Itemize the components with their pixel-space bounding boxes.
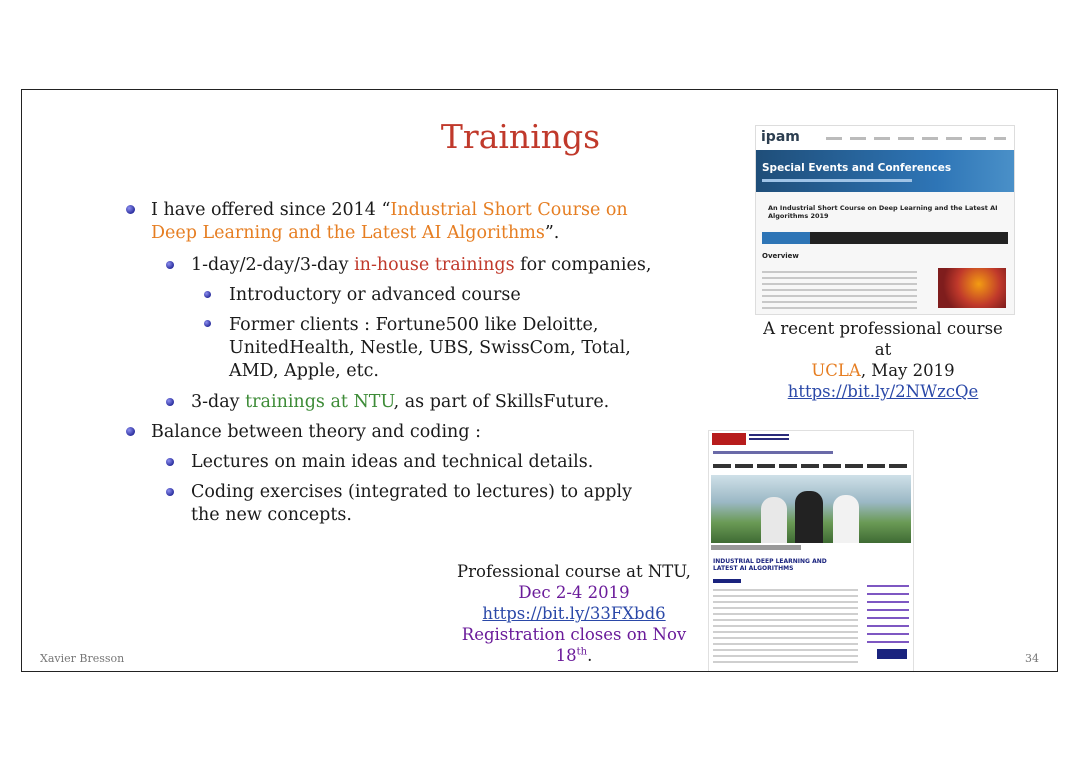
ipam-logo: ipam — [761, 129, 800, 145]
footer-author: Xavier Bresson — [40, 652, 125, 665]
screenshot-banner: Special Events and Conferences — [756, 150, 1014, 192]
screenshot-photo — [711, 475, 911, 543]
ucla-caption: A recent professional course at UCLA, May 2019 https://bit.ly/2NWzcQe — [763, 319, 1003, 401]
ntu-caption: Professional course at NTU, Dec 2-4 2019 https://bit.ly/33FXbd6 Registration closes on Nov 18th. — [457, 562, 691, 665]
page-number: 34 — [1025, 652, 1039, 665]
screenshot-sidebar — [867, 585, 909, 645]
ucla-link[interactable]: https://bit.ly/2NWzcQe — [787, 382, 979, 401]
bullet-dot — [166, 398, 174, 406]
bullet-inhouse: 1-day/2-day/3-day in-house trainings for companies, — [191, 255, 652, 275]
screenshot-heading: An Industrial Short Course on Deep Learning and the Latest AI Algorithms 2019 — [768, 204, 998, 220]
ntu-course-screenshot — [708, 430, 914, 672]
slide — [21, 89, 1058, 672]
bullet-dot — [204, 320, 211, 327]
screenshot-title: INDUSTRIAL DEEP LEARNING AND LATEST AI ALGORITHMS — [713, 558, 827, 572]
bullet-dot — [126, 427, 135, 436]
screenshot-button — [877, 649, 907, 659]
bullet-lectures: Lectures on main ideas and technical details. — [191, 452, 594, 472]
ntu-link[interactable]: https://bit.ly/33FXbd6 — [482, 604, 666, 623]
bullet-dot — [166, 458, 174, 466]
bullet-dot — [204, 291, 211, 298]
screenshot-text-lines — [762, 271, 917, 311]
ntu-logo — [712, 433, 746, 445]
course-name-line1: Industrial Short Course on — [390, 200, 628, 220]
bullet-dot — [166, 488, 174, 496]
ucla-course-screenshot — [755, 125, 1015, 315]
bullet-dot — [126, 205, 135, 214]
bullet-coding-exercises: Coding exercises (integrated to lectures) to apply the new concepts. — [191, 482, 632, 525]
slide-title: Trainings — [440, 117, 601, 156]
screenshot-image — [938, 268, 1006, 308]
bullet-intro-advanced: Introductory or advanced course — [229, 285, 521, 305]
bullet-theory-coding: Balance between theory and coding : — [151, 422, 481, 442]
screenshot-text-lines — [713, 589, 858, 664]
bullet-dot — [166, 261, 174, 269]
bullet-ntu-trainings: 3-day trainings at NTU, as part of SkillsFuture. — [191, 392, 610, 412]
bullet-industrial-course: I have offered since 2014 “Industrial Short Course on Deep Learning and the Latest AI Algorithms”. — [151, 200, 628, 243]
screenshot-tabbar — [762, 232, 1008, 244]
course-name-line2: Deep Learning and the Latest AI Algorithms — [151, 223, 545, 243]
screenshot-overview: Overview — [762, 252, 799, 260]
screenshot-nav — [713, 464, 909, 468]
screenshot-nav — [826, 137, 1006, 140]
bullet-former-clients: Former clients : Fortune500 like Deloitte, UnitedHealth, Nestle, UBS, SwissCom, Total, AMD, Apple, etc. — [229, 315, 631, 381]
